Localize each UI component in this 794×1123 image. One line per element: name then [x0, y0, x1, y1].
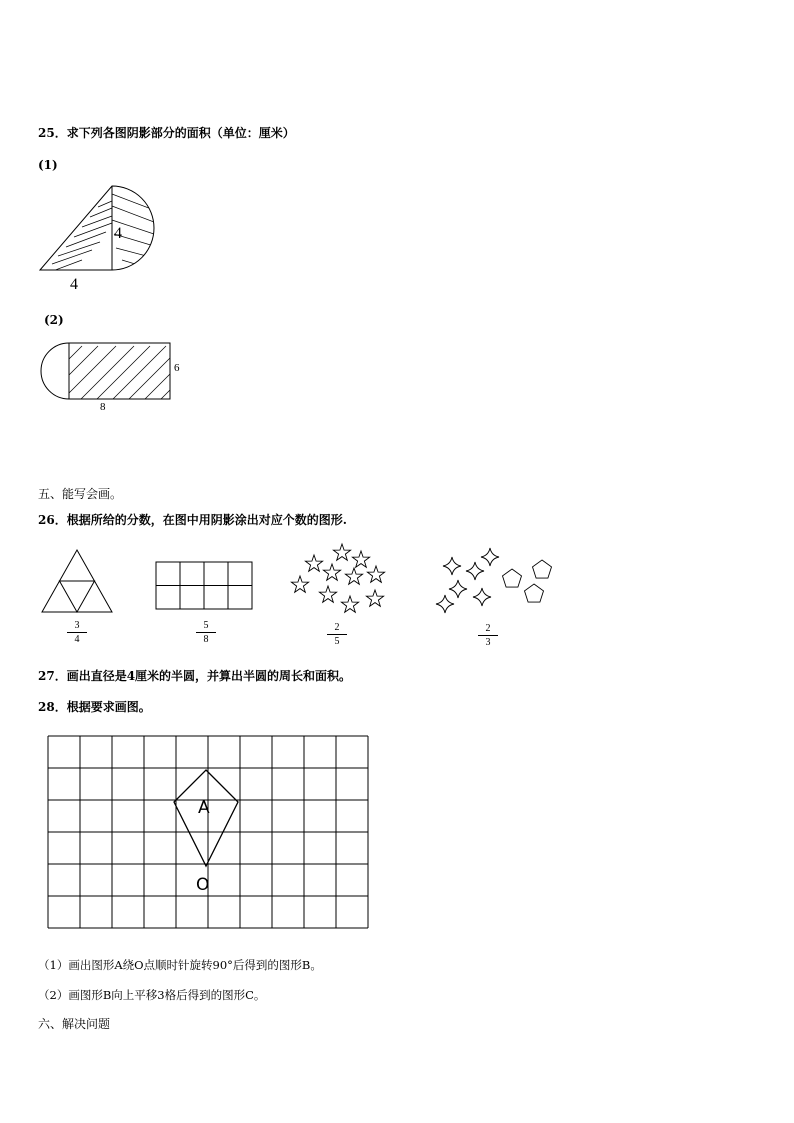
q25-figure-1 [30, 180, 170, 300]
q26-rectangle-grid-figure [155, 561, 253, 611]
q26-fraction-4-denominator: 3 [485, 637, 491, 648]
q26-fraction-3 [327, 622, 347, 647]
q26-fraction-4 [478, 623, 498, 648]
q25-fig1-base-label: 4 [70, 276, 78, 293]
section-5-title: 五、能写会画。 [38, 487, 123, 501]
q28-step-2: （2）画图形B向上平移3格后得到的图形C。 [38, 988, 266, 1002]
q25-fig1-height-label: 4 [114, 225, 122, 242]
q27-title: 27．画出直径是4厘米的半圆，并算出半圆的周长和面积。 [38, 669, 352, 683]
q26-title: 26．根据所给的分数，在图中用阴影涂出对应个数的图形. [38, 513, 347, 527]
q26-fraction-1 [67, 620, 87, 645]
q26-fraction-3-denominator: 5 [334, 636, 340, 647]
q26-stars-figure [288, 540, 392, 620]
q28-title: 28．根据要求画图。 [38, 700, 151, 714]
q25-fig2-label: (2) [44, 313, 64, 327]
q26-mixed-shapes-figure [432, 544, 562, 620]
q28-grid-figure [46, 730, 372, 936]
section-6-title: 六、解决问题 [38, 1017, 111, 1031]
q26-fraction-2-numerator: 5 [196, 620, 216, 633]
q26-triangle-figure [40, 548, 114, 614]
q28-point-o-label: O [196, 875, 210, 895]
q28-step-1: （1）画出图形A绕O点顺时针旋转90°后得到的图形B。 [38, 958, 322, 972]
q25-fig2-height-label: 6 [174, 362, 180, 374]
q26-fraction-4-numerator: 2 [478, 623, 498, 636]
q26-fraction-2 [196, 620, 216, 645]
q25-figure-2 [36, 340, 186, 404]
q26-fraction-1-numerator: 3 [67, 620, 87, 633]
q25-fig2-width-label: 8 [100, 401, 106, 413]
q25-title: 25．求下列各图阴影部分的面积（单位：厘米） [38, 126, 295, 140]
q26-fraction-2-denominator: 8 [203, 634, 209, 645]
q26-fraction-1-denominator: 4 [74, 634, 80, 645]
q28-point-a-label: A [198, 798, 210, 818]
q26-fraction-3-numerator: 2 [327, 622, 347, 635]
q25-fig1-label: (1) [38, 158, 58, 172]
